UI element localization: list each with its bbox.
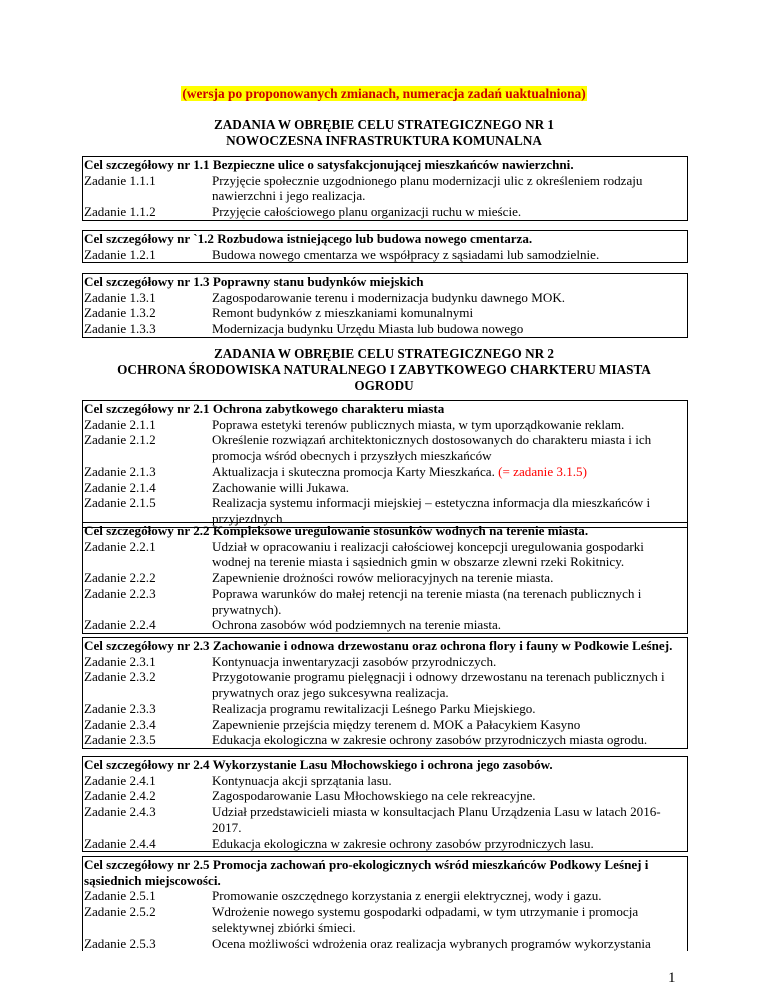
task-id: Zadanie 1.1.1 (84, 172, 156, 188)
task-id: Zadanie 2.1.2 (84, 432, 156, 448)
section-title: Cel szczegółowy nr 1.3 Poprawny stanu budynków miejskich (84, 274, 424, 289)
goal-2-line-1: ZADANIA W OBRĘBIE CELU STRATEGICZNEGO NR 2 (213, 346, 555, 361)
section-title: Cel szczegółowy nr 2.2 Kompleksowe uregulowanie stosunków wodnych na terenie miasta. (84, 523, 589, 538)
task-text: Kontynuacja akcji sprzątania lasu. (212, 772, 392, 788)
task-id: Zadanie 2.4.4 (84, 835, 156, 851)
task-text (212, 464, 687, 480)
section-title: Cel szczegółowy nr 2.5 Promocja zachowań pro-ekologicznych wśród mieszkańców Podkowy Leśnej i sąsiednich miejscowości. (84, 857, 649, 888)
task-text: Wdrożenie nowego systemu gospodarki odpadami, w tym utrzymanie i promocja selektywnej zbiórki śmieci. (212, 904, 639, 935)
task-id: Zadanie 2.1.5 (84, 495, 156, 511)
task-text: Kontynuacja inwentaryzacji zasobów przyrodniczych. (212, 653, 497, 669)
task-text: Zagospodarowanie Lasu Młochowskiego na cele rekreacyjne. (212, 788, 536, 804)
task-row (83, 717, 687, 733)
section-1-1 (82, 156, 688, 221)
task-row (83, 432, 687, 463)
task-row (83, 305, 687, 321)
task-id: Zadanie 2.5.1 (84, 888, 156, 904)
goal-1-line-1: ZADANIA W OBRĘBIE CELU STRATEGICZNEGO NR 1 (213, 117, 555, 132)
task-text: Przyjęcie społecznie uzgodnionego planu modernizacji ulic z określeniem rodzaju nawierzchni i jego realizacja. (212, 172, 643, 204)
task-row (83, 570, 687, 586)
task-row (83, 669, 687, 700)
task-row (83, 539, 687, 570)
task-id: Zadanie 2.1.3 (84, 463, 156, 479)
task-row (83, 888, 687, 904)
task-row (83, 654, 687, 670)
task-id: Zadanie 1.3.3 (84, 321, 156, 337)
section-2-1 (82, 400, 688, 528)
task-id: Zadanie 1.2.1 (84, 246, 156, 262)
task-text: Zapewnienie drożności rowów melioracyjnych na terenie miasta. (212, 570, 554, 586)
section-2-3 (82, 637, 688, 749)
task-id: Zadanie 2.4.3 (84, 804, 156, 820)
goal-2-line-3: OGRODU (354, 378, 414, 393)
task-id: Zadanie 2.3.2 (84, 669, 156, 685)
task-text: Udział w opracowaniu i realizacji całościowej koncepcji uregulowania gospodarki wodnej na terenie miasta i sąsiednich gmin w obszarze zlewni rzeki Rokitnicy. (212, 538, 644, 570)
task-row (83, 788, 687, 804)
task-id: Zadanie 2.3.5 (84, 732, 156, 748)
task-text: Budowa nowego cmentarza we współpracy z sąsiadami lub samodzielnie. (212, 246, 600, 262)
task-row (83, 417, 687, 433)
task-id: Zadanie 2.2.2 (84, 570, 156, 586)
task-id: Zadanie 1.3.1 (84, 289, 156, 305)
task-text: Określenie rozwiązań architektonicznych dostosowanych do charakteru miasta i ich promocja wśród obecnych i przyszłych mieszkańców (212, 432, 652, 464)
task-text: Przygotowanie programu pielęgnacji i odnowy drzewostanu na terenach publicznych i prywatnych oraz jego sukcesywna realizacja. (212, 669, 665, 701)
task-text: Edukacja ekologiczna w zakresie ochrony zasobów przyrodniczych lasu. (212, 835, 594, 851)
task-id: Zadanie 2.3.4 (84, 716, 156, 732)
task-row (83, 290, 687, 306)
task-row (83, 904, 687, 935)
task-row (83, 321, 687, 337)
task-text: Ocena możliwości wdrożenia oraz realizacja wybranych programów wykorzystania (212, 935, 651, 951)
task-text: Modernizacja budynku Urzędu Miasta lub budowa nowego (212, 321, 524, 337)
task-text: Zagospodarowanie terenu i modernizacja budynku dawnego MOK. (212, 289, 566, 305)
task-id: Zadanie 2.5.3 (84, 935, 156, 951)
section-1-3 (82, 273, 688, 338)
task-id: Zadanie 2.2.1 (84, 538, 156, 554)
task-id: Zadanie 2.4.1 (84, 772, 156, 788)
task-id: Zadanie 2.1.1 (84, 416, 156, 432)
section-2-2 (82, 522, 688, 634)
task-text: Promowanie oszczędnego korzystania z energii elektrycznej, wody i gazu. (212, 888, 602, 904)
task-id: Zadanie 1.1.2 (84, 204, 156, 220)
task-text: Realizacja systemu informacji miejskiej – estetyczna informacja dla mieszkańców i przyjezdnych (212, 495, 651, 526)
goal-1-heading (0, 117, 768, 149)
task-row (83, 247, 687, 263)
section-title: Cel szczegółowy nr 2.1 Ochrona zabytkowego charakteru miasta (84, 401, 445, 416)
task-id: Zadanie 2.5.2 (84, 904, 156, 920)
task-text: Udział przedstawicieli miasta w konsultacjach Planu Urządzenia Lasu w latach 2016-2017. (212, 804, 661, 835)
task-row (83, 617, 687, 633)
goal-2-line-2: OCHRONA ŚRODOWISKA NATURALNEGO I ZABYTKOWEGO CHARKTERU MIASTA (117, 362, 651, 377)
task-row (83, 464, 687, 480)
task-text: Realizacja programu rewitalizacji Leśnego Parku Miejskiego. (212, 700, 536, 716)
task-row (83, 586, 687, 617)
task-text: Zachowanie willi Jukawa. (212, 479, 350, 495)
task-row (83, 701, 687, 717)
section-title: Cel szczegółowy nr `1.2 Rozbudowa istniejącego lub budowa nowego cmentarza. (84, 231, 533, 246)
task-row (83, 836, 687, 852)
task-text: Ochrona zasobów wód podziemnych na terenie miasta. (212, 617, 502, 633)
section-title: Cel szczegółowy nr 1.1 Bezpieczne ulice o satysfakcjonującej mieszkańców nawierzchni. (84, 157, 574, 172)
task-id: Zadanie 2.2.3 (84, 585, 156, 601)
task-row (83, 732, 687, 748)
goal-1-line-2: NOWOCZESNA INFRASTRUKTURA KOMUNALNA (226, 133, 542, 148)
task-text-main: Aktualizacja i skuteczna promocja Karty Mieszkańca. (212, 463, 495, 479)
task-row (83, 804, 687, 835)
task-row (83, 773, 687, 789)
task-id: Zadanie 2.3.3 (84, 700, 156, 716)
goal-2-heading (0, 346, 768, 394)
page-number: 1 (668, 970, 676, 986)
section-1-2 (82, 230, 688, 263)
task-id: Zadanie 2.2.4 (84, 617, 156, 633)
section-2-4 (82, 756, 688, 852)
task-text: Remont budynków z mieszkaniami komunalnymi (212, 305, 474, 321)
section-2-5 (82, 856, 688, 951)
task-id: Zadanie 2.4.2 (84, 788, 156, 804)
task-id: Zadanie 2.3.1 (84, 653, 156, 669)
task-id: Zadanie 1.3.2 (84, 305, 156, 321)
task-row (83, 204, 687, 220)
task-row (83, 173, 687, 204)
section-title: Cel szczegółowy nr 2.4 Wykorzystanie Lasu Młochowskiego i ochrona jego zasobów. (84, 757, 553, 772)
version-note: (wersja po proponowanych zmianach, numeracja zadań uaktualniona) (182, 86, 586, 101)
task-text: Edukacja ekologiczna w zakresie ochrony zasobów przyrodniczych miasta ogrodu. (212, 732, 648, 748)
task-id: Zadanie 2.1.4 (84, 479, 156, 495)
cross-reference-note: (= zadanie 3.1.5) (494, 463, 587, 479)
section-title: Cel szczegółowy nr 2.3 Zachowanie i odnowa drzewostanu oraz ochrona flory i fauny w Podkowie Leśnej. (84, 638, 673, 653)
task-row (83, 936, 687, 952)
task-text: Zapewnienie przejścia między terenem d. MOK a Pałacykiem Kasyno (212, 716, 581, 732)
task-text: Poprawa warunków do małej retencji na terenie miasta (na terenach publicznych i prywatnych). (212, 585, 642, 617)
task-text: Poprawa estetyki terenów publicznych miasta, w tym uporządkowanie reklam. (212, 416, 625, 432)
task-row (83, 480, 687, 496)
task-text: Przyjęcie całościowego planu organizacji ruchu w mieście. (212, 204, 522, 220)
